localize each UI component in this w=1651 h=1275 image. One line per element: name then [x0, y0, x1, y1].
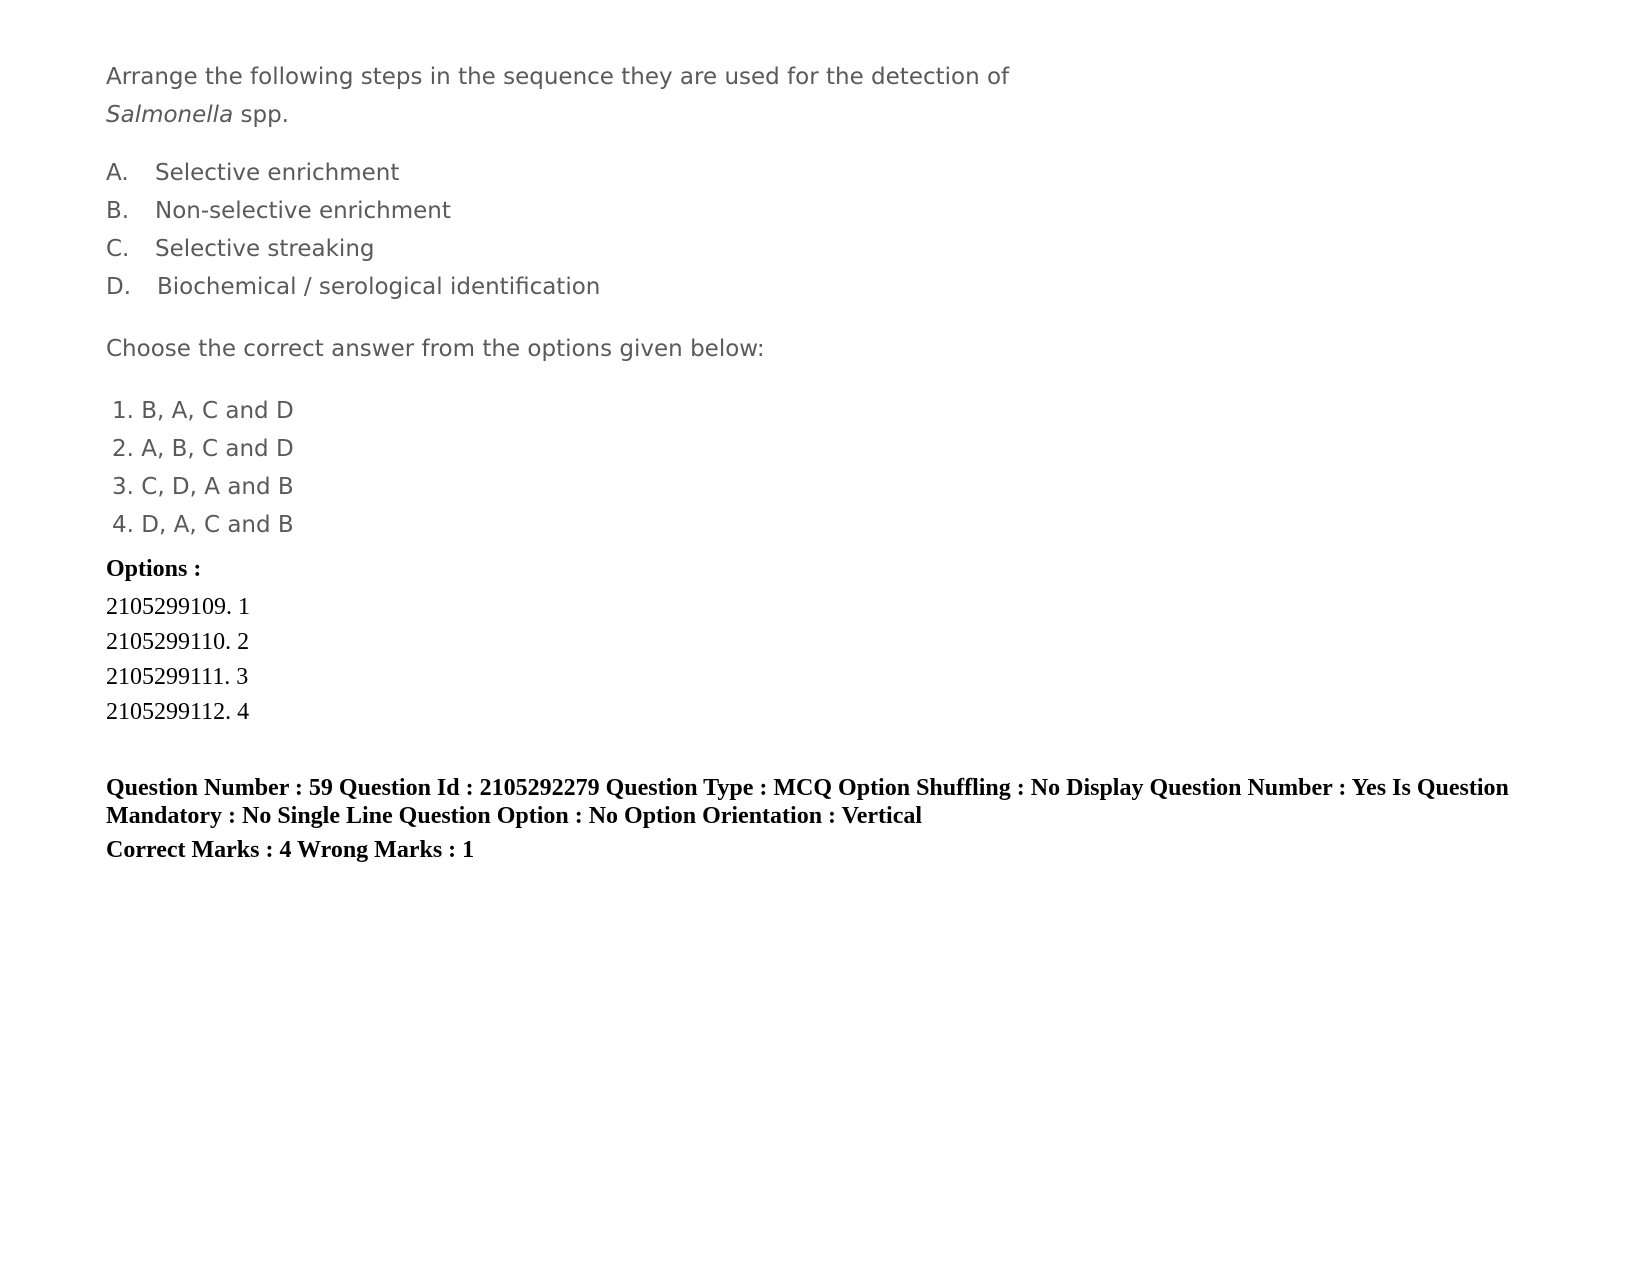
step-item: [106, 154, 1166, 192]
step-text: Non-selective enrichment: [155, 198, 451, 224]
question-image: [106, 58, 1166, 544]
option-row: 2105299110. 2: [106, 629, 250, 655]
step-letter: D.: [106, 274, 132, 300]
question-stem: [106, 58, 1136, 134]
step-letter: B.: [106, 198, 130, 224]
choose-prompt: Choose the correct answer from the options given below:: [106, 336, 765, 362]
step-text: Selective enrichment: [155, 160, 400, 186]
question-metadata: Question Number : 59 Question Id : 2105292279 Question Type : MCQ Option Shuffling : No Display Question Number : Yes Is Question Mandatory : No Single Line Question Option : No Option Orientation : Vertical: [106, 775, 1509, 829]
question-marks: Correct Marks : 4 Wrong Marks : 1: [106, 837, 475, 863]
step-text: Biochemical / serological identification: [157, 274, 601, 300]
step-letter: C.: [106, 236, 130, 262]
step-item: [106, 268, 1166, 306]
step-item: [106, 192, 1166, 230]
answer-item: 4. D, A, C and B: [112, 512, 294, 538]
options-heading: Options :: [106, 556, 202, 582]
option-row: 2105299109. 1: [106, 594, 250, 620]
answer-list: [106, 392, 1166, 544]
step-text: Selective streaking: [155, 236, 375, 262]
question-stem-organism: Salmonella: [106, 102, 234, 128]
step-letter: A.: [106, 160, 129, 186]
answer-item: 2. A, B, C and D: [112, 436, 294, 462]
option-row: 2105299111. 3: [106, 664, 249, 690]
answer-item: 1. B, A, C and D: [112, 398, 294, 424]
question-stem-text: Arrange the following steps in the sequence they are used for the detection of: [106, 64, 1010, 90]
answer-item: 3. C, D, A and B: [112, 474, 294, 500]
options-list: [106, 590, 250, 730]
step-item: [106, 230, 1166, 268]
steps-list: [106, 154, 1166, 306]
option-row: 2105299112. 4: [106, 699, 250, 725]
question-stem-suffix: spp.: [233, 102, 289, 128]
